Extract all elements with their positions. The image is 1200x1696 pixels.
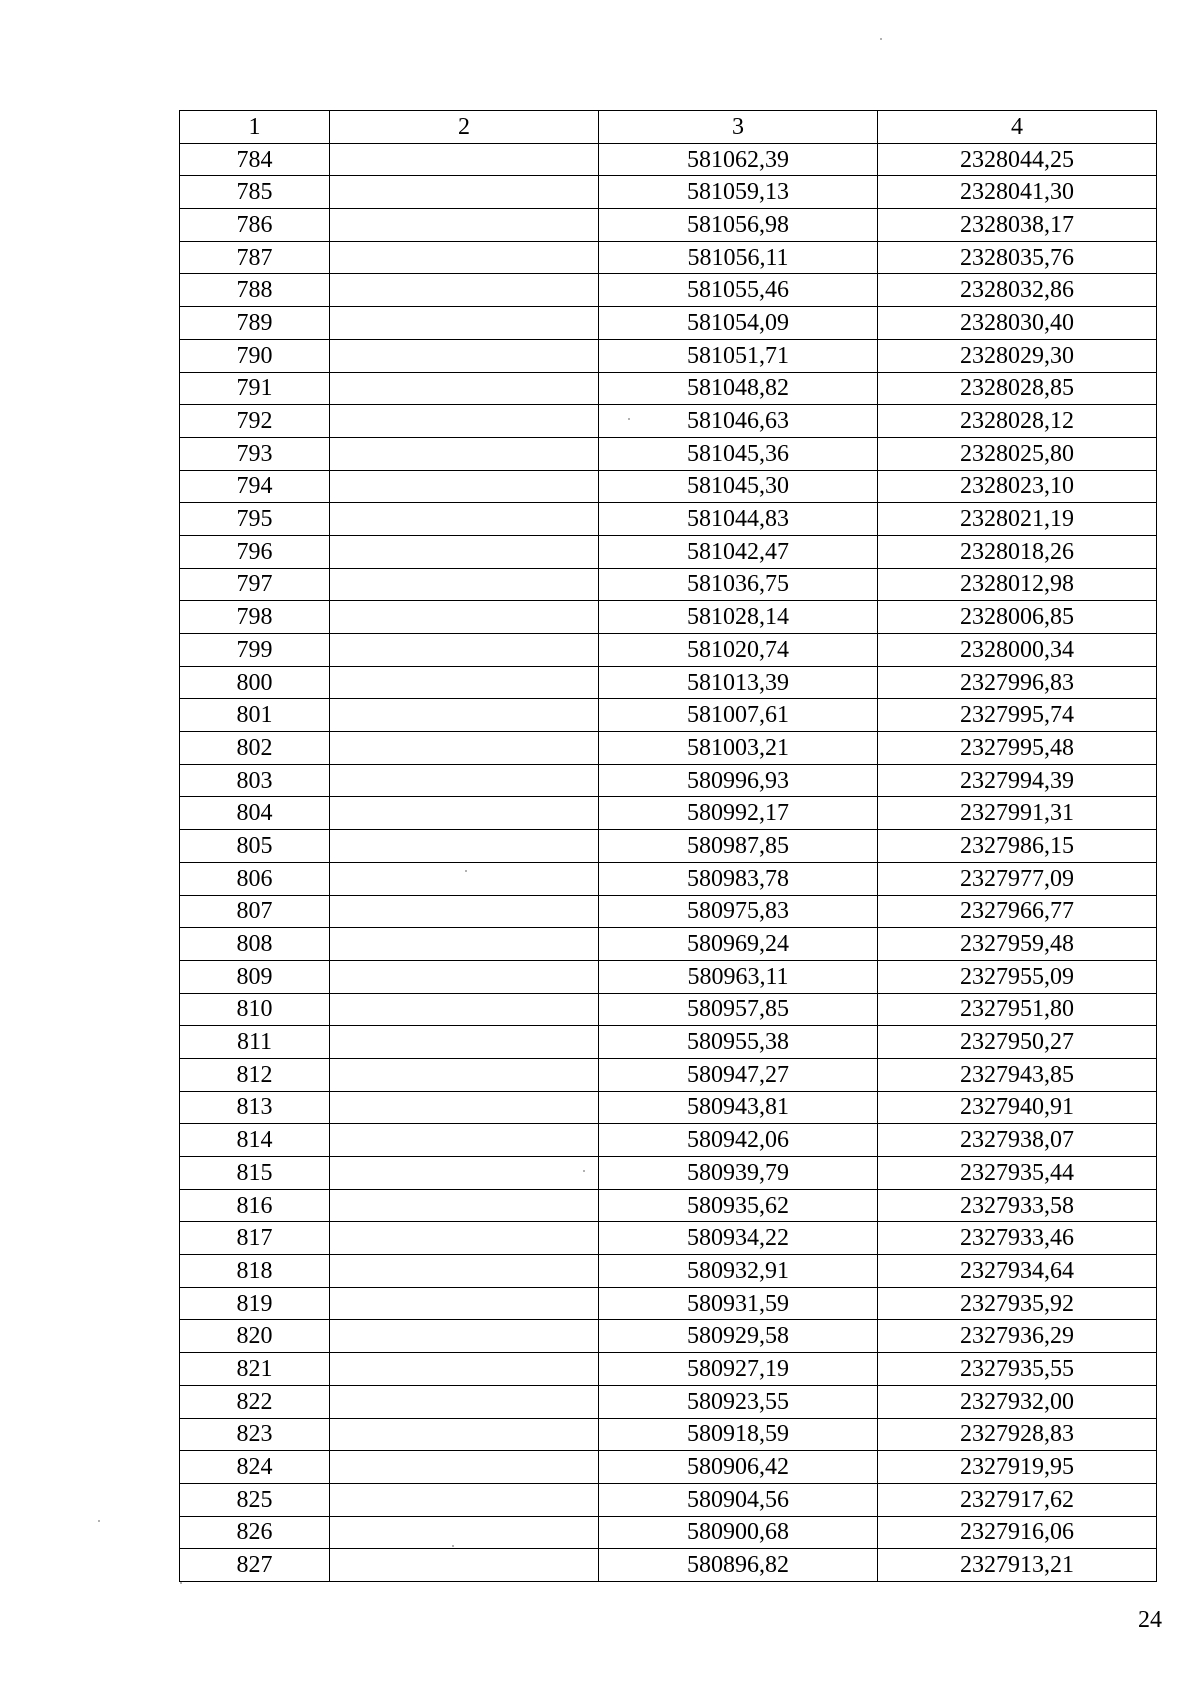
table-row bbox=[180, 372, 1157, 405]
table-row bbox=[180, 1451, 1157, 1484]
point-number-cell: 797 bbox=[180, 568, 330, 601]
table-row bbox=[180, 437, 1157, 470]
column-2-cell bbox=[330, 699, 599, 732]
x-coordinate-cell: 580900,68 bbox=[599, 1516, 878, 1549]
page-number: 24 bbox=[1138, 1607, 1162, 1633]
point-number-cell: 803 bbox=[180, 764, 330, 797]
column-2-cell bbox=[330, 666, 599, 699]
y-coordinate-cell: 2327996,83 bbox=[878, 666, 1157, 699]
point-number-cell: 792 bbox=[180, 405, 330, 438]
y-coordinate-cell: 2327977,09 bbox=[878, 862, 1157, 895]
x-coordinate-cell: 580943,81 bbox=[599, 1091, 878, 1124]
x-coordinate-cell: 581045,36 bbox=[599, 437, 878, 470]
x-coordinate-cell: 580992,17 bbox=[599, 797, 878, 830]
table-row bbox=[180, 634, 1157, 667]
column-2-cell bbox=[330, 209, 599, 242]
column-2-cell bbox=[330, 634, 599, 667]
table-body bbox=[180, 143, 1157, 1581]
table-row bbox=[180, 143, 1157, 176]
table-header-row bbox=[180, 111, 1157, 144]
y-coordinate-cell: 2328028,85 bbox=[878, 372, 1157, 405]
column-2-cell bbox=[330, 1385, 599, 1418]
point-number-cell: 787 bbox=[180, 241, 330, 274]
y-coordinate-cell: 2327995,74 bbox=[878, 699, 1157, 732]
x-coordinate-cell: 580927,19 bbox=[599, 1353, 878, 1386]
table-row bbox=[180, 241, 1157, 274]
table-row bbox=[180, 1385, 1157, 1418]
scan-speck bbox=[583, 1170, 585, 1172]
y-coordinate-cell: 2328030,40 bbox=[878, 307, 1157, 340]
table-row bbox=[180, 1353, 1157, 1386]
coordinates-table bbox=[179, 110, 1157, 1582]
x-coordinate-cell: 580934,22 bbox=[599, 1222, 878, 1255]
column-2-cell bbox=[330, 405, 599, 438]
column-2-cell bbox=[330, 797, 599, 830]
y-coordinate-cell: 2327940,91 bbox=[878, 1091, 1157, 1124]
y-coordinate-cell: 2327994,39 bbox=[878, 764, 1157, 797]
x-coordinate-cell: 580918,59 bbox=[599, 1418, 878, 1451]
column-2-cell bbox=[330, 862, 599, 895]
x-coordinate-cell: 581056,11 bbox=[599, 241, 878, 274]
table-row bbox=[180, 1222, 1157, 1255]
table-row bbox=[180, 1058, 1157, 1091]
point-number-cell: 827 bbox=[180, 1549, 330, 1582]
point-number-cell: 822 bbox=[180, 1385, 330, 1418]
x-coordinate-cell: 581042,47 bbox=[599, 535, 878, 568]
x-coordinate-cell: 580963,11 bbox=[599, 960, 878, 993]
table-row bbox=[180, 274, 1157, 307]
point-number-cell: 793 bbox=[180, 437, 330, 470]
x-coordinate-cell: 580983,78 bbox=[599, 862, 878, 895]
column-2-cell bbox=[330, 1287, 599, 1320]
y-coordinate-cell: 2328032,86 bbox=[878, 274, 1157, 307]
column-header-3: 3 bbox=[599, 111, 878, 144]
y-coordinate-cell: 2327934,64 bbox=[878, 1255, 1157, 1288]
x-coordinate-cell: 580935,62 bbox=[599, 1189, 878, 1222]
x-coordinate-cell: 581007,61 bbox=[599, 699, 878, 732]
table-row bbox=[180, 1287, 1157, 1320]
point-number-cell: 810 bbox=[180, 993, 330, 1026]
y-coordinate-cell: 2328023,10 bbox=[878, 470, 1157, 503]
y-coordinate-cell: 2328000,34 bbox=[878, 634, 1157, 667]
x-coordinate-cell: 580987,85 bbox=[599, 830, 878, 863]
point-number-cell: 804 bbox=[180, 797, 330, 830]
table-row bbox=[180, 699, 1157, 732]
column-2-cell bbox=[330, 1353, 599, 1386]
column-2-cell bbox=[330, 1418, 599, 1451]
point-number-cell: 817 bbox=[180, 1222, 330, 1255]
table-row bbox=[180, 339, 1157, 372]
table-row bbox=[180, 470, 1157, 503]
table-row bbox=[180, 503, 1157, 536]
y-coordinate-cell: 2327935,92 bbox=[878, 1287, 1157, 1320]
table-row bbox=[180, 307, 1157, 340]
x-coordinate-cell: 580947,27 bbox=[599, 1058, 878, 1091]
x-coordinate-cell: 580939,79 bbox=[599, 1157, 878, 1190]
column-2-cell bbox=[330, 1058, 599, 1091]
x-coordinate-cell: 580904,56 bbox=[599, 1483, 878, 1516]
column-header-2: 2 bbox=[330, 111, 599, 144]
column-2-cell bbox=[330, 1516, 599, 1549]
x-coordinate-cell: 580923,55 bbox=[599, 1385, 878, 1418]
y-coordinate-cell: 2327995,48 bbox=[878, 732, 1157, 765]
x-coordinate-cell: 581020,74 bbox=[599, 634, 878, 667]
x-coordinate-cell: 580929,58 bbox=[599, 1320, 878, 1353]
x-coordinate-cell: 580969,24 bbox=[599, 928, 878, 961]
point-number-cell: 814 bbox=[180, 1124, 330, 1157]
column-2-cell bbox=[330, 535, 599, 568]
y-coordinate-cell: 2327943,85 bbox=[878, 1058, 1157, 1091]
column-header-1: 1 bbox=[180, 111, 330, 144]
y-coordinate-cell: 2327933,58 bbox=[878, 1189, 1157, 1222]
point-number-cell: 784 bbox=[180, 143, 330, 176]
point-number-cell: 795 bbox=[180, 503, 330, 536]
table-row bbox=[180, 1189, 1157, 1222]
table-row bbox=[180, 830, 1157, 863]
table-row bbox=[180, 1320, 1157, 1353]
y-coordinate-cell: 2327966,77 bbox=[878, 895, 1157, 928]
point-number-cell: 800 bbox=[180, 666, 330, 699]
x-coordinate-cell: 580957,85 bbox=[599, 993, 878, 1026]
scan-speck bbox=[452, 1545, 454, 1547]
column-2-cell bbox=[330, 1091, 599, 1124]
column-2-cell bbox=[330, 274, 599, 307]
point-number-cell: 806 bbox=[180, 862, 330, 895]
x-coordinate-cell: 580955,38 bbox=[599, 1026, 878, 1059]
table-row bbox=[180, 1255, 1157, 1288]
y-coordinate-cell: 2327935,55 bbox=[878, 1353, 1157, 1386]
y-coordinate-cell: 2328041,30 bbox=[878, 176, 1157, 209]
y-coordinate-cell: 2327916,06 bbox=[878, 1516, 1157, 1549]
y-coordinate-cell: 2328038,17 bbox=[878, 209, 1157, 242]
column-header-4: 4 bbox=[878, 111, 1157, 144]
scan-speck bbox=[180, 1582, 182, 1584]
column-2-cell bbox=[330, 1320, 599, 1353]
y-coordinate-cell: 2327935,44 bbox=[878, 1157, 1157, 1190]
column-2-cell bbox=[330, 601, 599, 634]
x-coordinate-cell: 581046,63 bbox=[599, 405, 878, 438]
x-coordinate-cell: 580896,82 bbox=[599, 1549, 878, 1582]
y-coordinate-cell: 2328035,76 bbox=[878, 241, 1157, 274]
y-coordinate-cell: 2328044,25 bbox=[878, 143, 1157, 176]
y-coordinate-cell: 2328028,12 bbox=[878, 405, 1157, 438]
point-number-cell: 807 bbox=[180, 895, 330, 928]
column-2-cell bbox=[330, 993, 599, 1026]
point-number-cell: 808 bbox=[180, 928, 330, 961]
point-number-cell: 816 bbox=[180, 1189, 330, 1222]
scan-speck bbox=[880, 38, 882, 40]
table-row bbox=[180, 928, 1157, 961]
y-coordinate-cell: 2327917,62 bbox=[878, 1483, 1157, 1516]
column-2-cell bbox=[330, 1483, 599, 1516]
table-row bbox=[180, 1483, 1157, 1516]
column-2-cell bbox=[330, 339, 599, 372]
column-2-cell bbox=[330, 1451, 599, 1484]
table-row bbox=[180, 1026, 1157, 1059]
column-2-cell bbox=[330, 960, 599, 993]
y-coordinate-cell: 2328021,19 bbox=[878, 503, 1157, 536]
x-coordinate-cell: 581055,46 bbox=[599, 274, 878, 307]
y-coordinate-cell: 2328018,26 bbox=[878, 535, 1157, 568]
table-row bbox=[180, 797, 1157, 830]
point-number-cell: 794 bbox=[180, 470, 330, 503]
point-number-cell: 785 bbox=[180, 176, 330, 209]
y-coordinate-cell: 2327959,48 bbox=[878, 928, 1157, 961]
y-coordinate-cell: 2327955,09 bbox=[878, 960, 1157, 993]
point-number-cell: 815 bbox=[180, 1157, 330, 1190]
y-coordinate-cell: 2327950,27 bbox=[878, 1026, 1157, 1059]
x-coordinate-cell: 580975,83 bbox=[599, 895, 878, 928]
point-number-cell: 801 bbox=[180, 699, 330, 732]
point-number-cell: 820 bbox=[180, 1320, 330, 1353]
table-row bbox=[180, 601, 1157, 634]
point-number-cell: 823 bbox=[180, 1418, 330, 1451]
column-2-cell bbox=[330, 1157, 599, 1190]
table-row bbox=[180, 1516, 1157, 1549]
column-2-cell bbox=[330, 928, 599, 961]
column-2-cell bbox=[330, 241, 599, 274]
point-number-cell: 789 bbox=[180, 307, 330, 340]
y-coordinate-cell: 2327991,31 bbox=[878, 797, 1157, 830]
y-coordinate-cell: 2327938,07 bbox=[878, 1124, 1157, 1157]
table-row bbox=[180, 1091, 1157, 1124]
scan-speck bbox=[628, 418, 630, 420]
table-row bbox=[180, 535, 1157, 568]
table-row bbox=[180, 960, 1157, 993]
y-coordinate-cell: 2327933,46 bbox=[878, 1222, 1157, 1255]
table-row bbox=[180, 405, 1157, 438]
column-2-cell bbox=[330, 372, 599, 405]
point-number-cell: 821 bbox=[180, 1353, 330, 1386]
table-row bbox=[180, 1549, 1157, 1582]
x-coordinate-cell: 580906,42 bbox=[599, 1451, 878, 1484]
column-2-cell bbox=[330, 1026, 599, 1059]
point-number-cell: 798 bbox=[180, 601, 330, 634]
x-coordinate-cell: 580996,93 bbox=[599, 764, 878, 797]
column-2-cell bbox=[330, 143, 599, 176]
column-2-cell bbox=[330, 732, 599, 765]
x-coordinate-cell: 581048,82 bbox=[599, 372, 878, 405]
point-number-cell: 824 bbox=[180, 1451, 330, 1484]
point-number-cell: 813 bbox=[180, 1091, 330, 1124]
point-number-cell: 812 bbox=[180, 1058, 330, 1091]
point-number-cell: 791 bbox=[180, 372, 330, 405]
y-coordinate-cell: 2328029,30 bbox=[878, 339, 1157, 372]
x-coordinate-cell: 581051,71 bbox=[599, 339, 878, 372]
x-coordinate-cell: 581028,14 bbox=[599, 601, 878, 634]
x-coordinate-cell: 581013,39 bbox=[599, 666, 878, 699]
point-number-cell: 796 bbox=[180, 535, 330, 568]
y-coordinate-cell: 2327919,95 bbox=[878, 1451, 1157, 1484]
table-row bbox=[180, 1418, 1157, 1451]
x-coordinate-cell: 581059,13 bbox=[599, 176, 878, 209]
column-2-cell bbox=[330, 1189, 599, 1222]
x-coordinate-cell: 580932,91 bbox=[599, 1255, 878, 1288]
table-row bbox=[180, 209, 1157, 242]
point-number-cell: 805 bbox=[180, 830, 330, 863]
column-2-cell bbox=[330, 830, 599, 863]
table-row bbox=[180, 1124, 1157, 1157]
point-number-cell: 809 bbox=[180, 960, 330, 993]
table-row bbox=[180, 993, 1157, 1026]
point-number-cell: 802 bbox=[180, 732, 330, 765]
y-coordinate-cell: 2328006,85 bbox=[878, 601, 1157, 634]
point-number-cell: 818 bbox=[180, 1255, 330, 1288]
y-coordinate-cell: 2328012,98 bbox=[878, 568, 1157, 601]
scan-speck bbox=[465, 870, 467, 872]
scan-speck bbox=[98, 1520, 100, 1522]
column-2-cell bbox=[330, 568, 599, 601]
table-row bbox=[180, 732, 1157, 765]
point-number-cell: 819 bbox=[180, 1287, 330, 1320]
x-coordinate-cell: 581036,75 bbox=[599, 568, 878, 601]
column-2-cell bbox=[330, 437, 599, 470]
x-coordinate-cell: 581056,98 bbox=[599, 209, 878, 242]
point-number-cell: 786 bbox=[180, 209, 330, 242]
column-2-cell bbox=[330, 1255, 599, 1288]
point-number-cell: 788 bbox=[180, 274, 330, 307]
y-coordinate-cell: 2327951,80 bbox=[878, 993, 1157, 1026]
point-number-cell: 799 bbox=[180, 634, 330, 667]
x-coordinate-cell: 581044,83 bbox=[599, 503, 878, 536]
table-row bbox=[180, 862, 1157, 895]
table-row bbox=[180, 764, 1157, 797]
y-coordinate-cell: 2327928,83 bbox=[878, 1418, 1157, 1451]
y-coordinate-cell: 2327986,15 bbox=[878, 830, 1157, 863]
point-number-cell: 811 bbox=[180, 1026, 330, 1059]
column-2-cell bbox=[330, 470, 599, 503]
table-row bbox=[180, 1157, 1157, 1190]
y-coordinate-cell: 2327936,29 bbox=[878, 1320, 1157, 1353]
x-coordinate-cell: 581054,09 bbox=[599, 307, 878, 340]
column-2-cell bbox=[330, 764, 599, 797]
y-coordinate-cell: 2328025,80 bbox=[878, 437, 1157, 470]
y-coordinate-cell: 2327913,21 bbox=[878, 1549, 1157, 1582]
column-2-cell bbox=[330, 307, 599, 340]
point-number-cell: 790 bbox=[180, 339, 330, 372]
column-2-cell bbox=[330, 1222, 599, 1255]
column-2-cell bbox=[330, 503, 599, 536]
x-coordinate-cell: 581003,21 bbox=[599, 732, 878, 765]
point-number-cell: 825 bbox=[180, 1483, 330, 1516]
y-coordinate-cell: 2327932,00 bbox=[878, 1385, 1157, 1418]
point-number-cell: 826 bbox=[180, 1516, 330, 1549]
column-2-cell bbox=[330, 1124, 599, 1157]
table-row bbox=[180, 176, 1157, 209]
x-coordinate-cell: 581045,30 bbox=[599, 470, 878, 503]
x-coordinate-cell: 580942,06 bbox=[599, 1124, 878, 1157]
x-coordinate-cell: 581062,39 bbox=[599, 143, 878, 176]
column-2-cell bbox=[330, 176, 599, 209]
column-2-cell bbox=[330, 895, 599, 928]
table-row bbox=[180, 666, 1157, 699]
column-2-cell bbox=[330, 1549, 599, 1582]
table-row bbox=[180, 895, 1157, 928]
table-row bbox=[180, 568, 1157, 601]
x-coordinate-cell: 580931,59 bbox=[599, 1287, 878, 1320]
